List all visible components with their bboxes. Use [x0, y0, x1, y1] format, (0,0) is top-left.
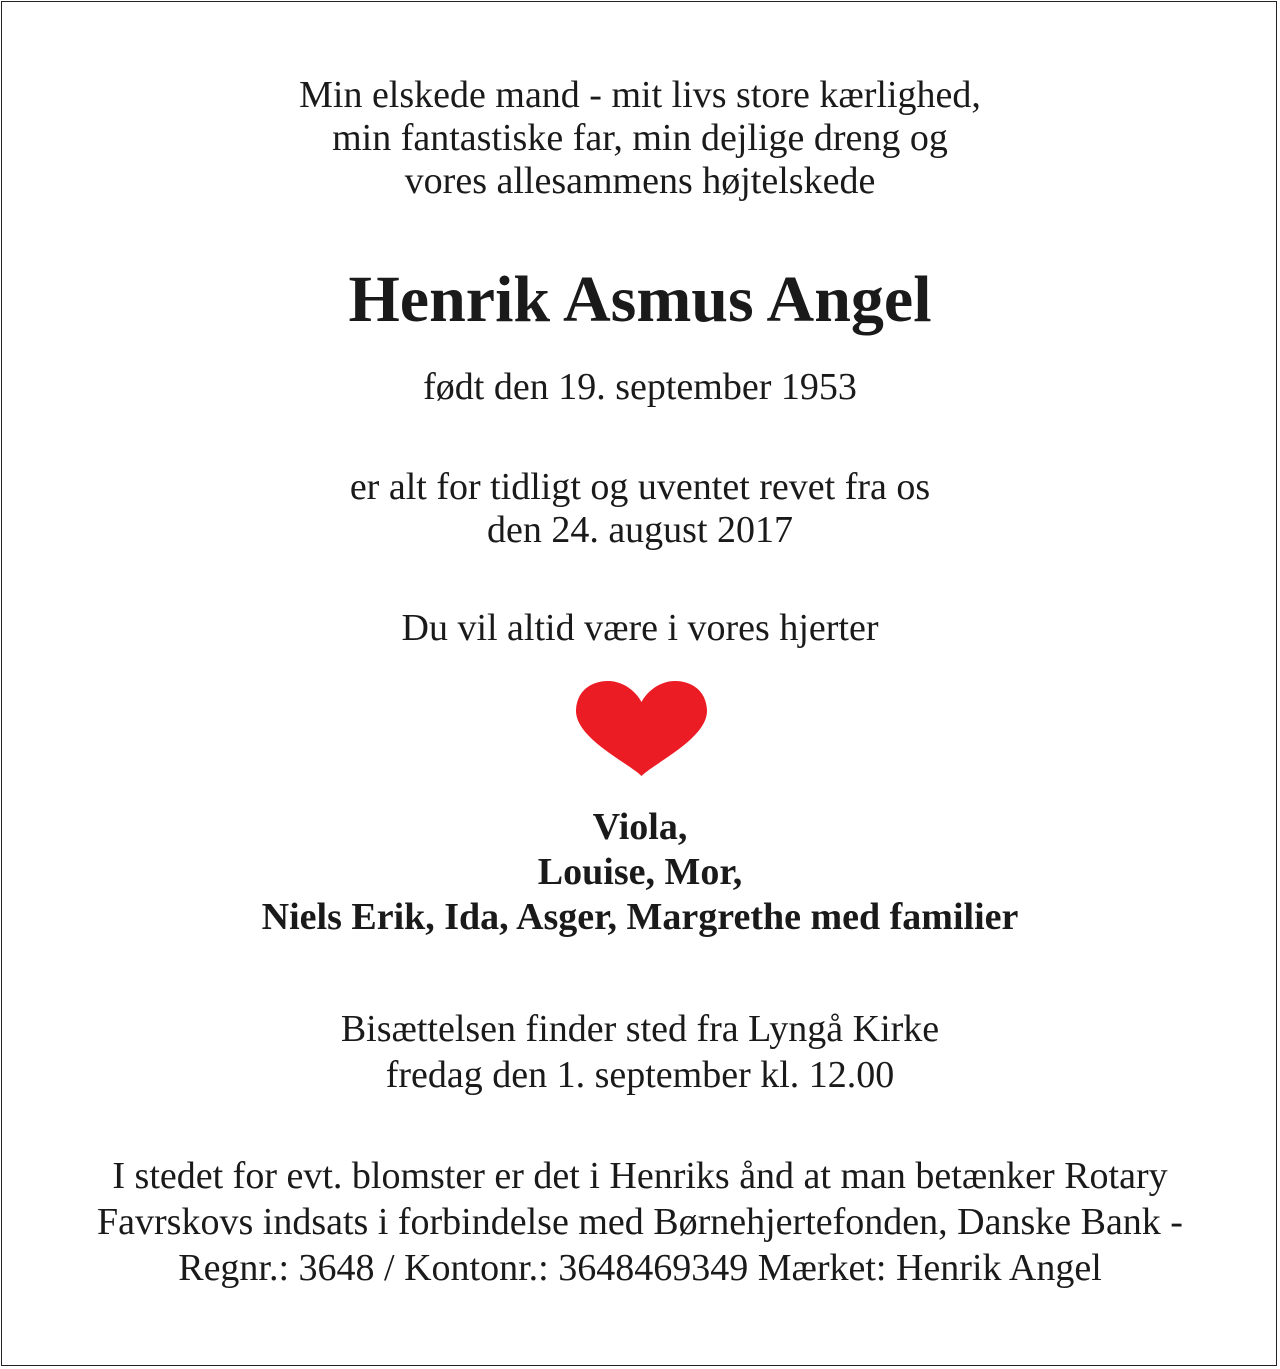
heart-icon	[575, 680, 708, 777]
obituary-notice	[1, 1, 1277, 1366]
death-line: den 24. august 2017	[486, 509, 794, 551]
intro-line: Min elskede mand - mit livs store kærlighed,	[299, 74, 981, 116]
death-statement	[2, 466, 1278, 552]
funeral-line: fredag den 1. september kl. 12.00	[385, 1054, 895, 1096]
signers	[2, 805, 1278, 940]
intro-text	[2, 74, 1278, 203]
deceased-name-text: Henrik Asmus Angel	[348, 263, 932, 336]
motto-text: Du vil altid være i vores hjerter	[401, 607, 879, 649]
memorial-motto	[2, 607, 1278, 650]
signer-line: Niels Erik, Ida, Asger, Margrethe med familier	[261, 896, 1019, 938]
funeral-line: Bisættelsen finder sted fra Lyngå Kirke	[340, 1008, 940, 1050]
donation-line: Regnr.: 3648 / Kontonr.: 3648469349 Mærket: Henrik Angel	[178, 1247, 1102, 1289]
funeral-info	[2, 1006, 1278, 1098]
birth-date	[2, 366, 1278, 409]
heart-shape	[576, 681, 707, 776]
intro-line: vores allesammens højtelskede	[404, 160, 876, 202]
birth-date-text: født den 19. september 1953	[423, 366, 857, 408]
intro-line: min fantastiske far, min dejlige dreng og	[332, 117, 948, 159]
donation-note	[2, 1153, 1278, 1291]
deceased-name	[2, 264, 1278, 336]
signer-line: Louise, Mor,	[537, 851, 743, 893]
death-line: er alt for tidligt og uventet revet fra os	[349, 466, 931, 508]
donation-line: I stedet for evt. blomster er det i Henriks ånd at man betænker Rotary	[112, 1155, 1168, 1197]
donation-line: Favrskovs indsats i forbindelse med Børnehjertefonden, Danske Bank -	[97, 1201, 1183, 1243]
signer-line: Viola,	[592, 806, 688, 848]
